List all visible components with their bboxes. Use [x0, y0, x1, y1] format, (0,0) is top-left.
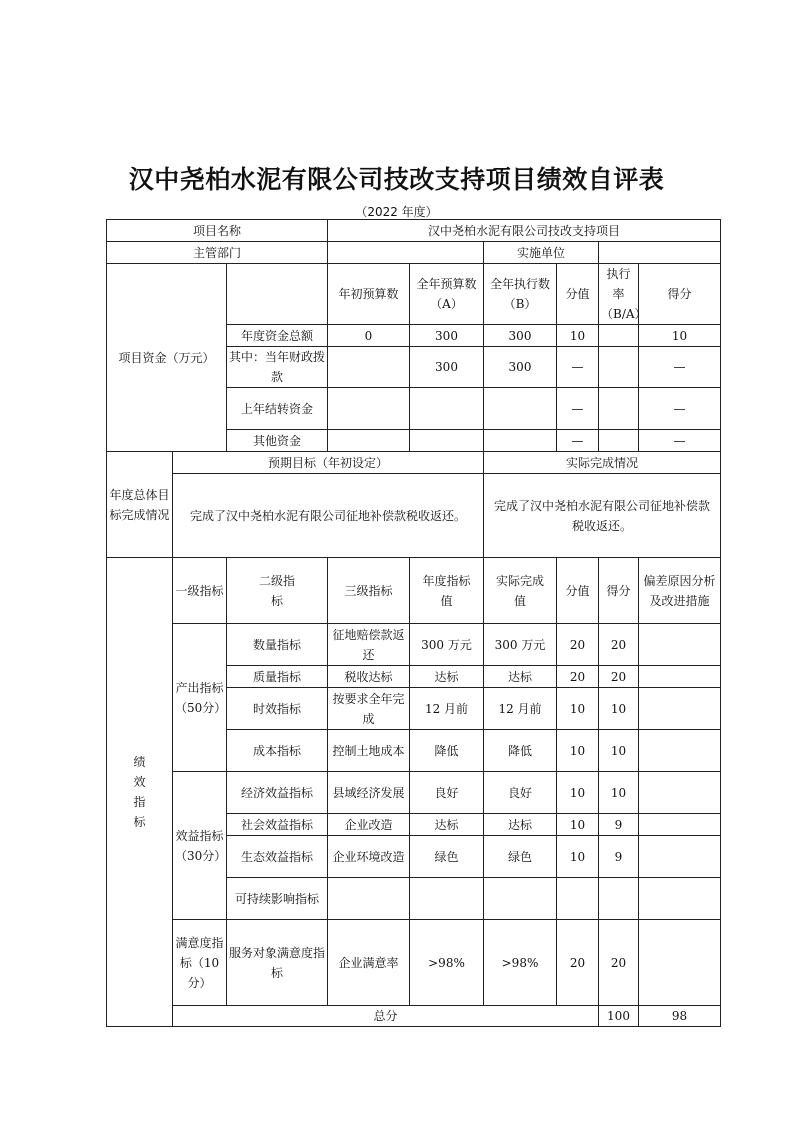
indicator-row [107, 624, 721, 666]
funds-row-budget [410, 430, 484, 452]
funds-row-initial [328, 430, 410, 452]
ind-actual: 达标 [484, 666, 557, 688]
ind-target: 300 万元 [410, 624, 484, 666]
ind-l2: 质量指标 [227, 666, 328, 688]
ind-weight: 10 [557, 730, 599, 772]
dept-value [328, 242, 484, 264]
group-label-output: 产出指标（50分） [173, 624, 227, 772]
funds-row-initial [328, 347, 410, 388]
funds-row-weight: — [557, 430, 599, 452]
ind-reason [639, 624, 721, 666]
ind-score: 10 [599, 688, 639, 730]
ind-score: 20 [599, 666, 639, 688]
funds-row-exec: 300 [484, 325, 557, 347]
ind-reason [639, 772, 721, 814]
goals-label: 年度总体目标完成情况 [107, 452, 173, 558]
funds-header-score: 得分 [639, 264, 721, 325]
ind-header-l2: 二级指标 [227, 558, 328, 624]
dept-row [107, 242, 721, 264]
ind-score: 10 [599, 730, 639, 772]
ind-score: 9 [599, 814, 639, 836]
funds-row-score: 10 [639, 325, 721, 347]
ind-target [410, 878, 484, 920]
ind-l2: 可持续影响指标 [227, 878, 328, 920]
ind-actual: 降低 [484, 730, 557, 772]
ind-target: 绿色 [410, 836, 484, 878]
ind-reason [639, 666, 721, 688]
ind-l3: 企业改造 [328, 814, 410, 836]
ind-l3: 控制土地成本 [328, 730, 410, 772]
funds-row-exec [484, 388, 557, 430]
ind-target: 良好 [410, 772, 484, 814]
ind-weight: 20 [557, 624, 599, 666]
ind-l3 [328, 878, 410, 920]
funds-row-name: 年度资金总额 [227, 325, 328, 347]
impl-label: 实施单位 [484, 242, 599, 264]
funds-row-exec: 300 [484, 347, 557, 388]
funds-row-score: — [639, 347, 721, 388]
project-name-label: 项目名称 [107, 220, 328, 242]
ind-l2: 时效指标 [227, 688, 328, 730]
ind-l2: 服务对象满意度指标 [227, 920, 328, 1006]
dept-label: 主管部门 [107, 242, 328, 264]
ind-l3: 企业环境改造 [328, 836, 410, 878]
ind-weight: 20 [557, 920, 599, 1006]
ind-score: 20 [599, 624, 639, 666]
funds-row-score: — [639, 388, 721, 430]
ind-target: >98% [410, 920, 484, 1006]
goals-header-row [107, 452, 721, 474]
ind-weight: 20 [557, 666, 599, 688]
ind-weight: 10 [557, 814, 599, 836]
funds-row-score: — [639, 430, 721, 452]
ind-header-l3: 三级指标 [328, 558, 410, 624]
page-title: 汉中尧柏水泥有限公司技改支持项目绩效自评表 [128, 165, 665, 194]
indicators-label: 绩效指标 [107, 558, 173, 1027]
ind-reason [639, 814, 721, 836]
ind-actual: 良好 [484, 772, 557, 814]
funds-row-weight: — [557, 388, 599, 430]
ind-actual: 12 月前 [484, 688, 557, 730]
funds-header-rate: 执行率（B/A） [599, 264, 639, 325]
goals-expected-text: 完成了汉中尧柏水泥有限公司征地补偿款税收返还。 [173, 474, 484, 558]
ind-actual: 300 万元 [484, 624, 557, 666]
ind-weight [557, 878, 599, 920]
ind-l2: 成本指标 [227, 730, 328, 772]
ind-l3: 征地赔偿款返还 [328, 624, 410, 666]
funds-row-name: 其他资金 [227, 430, 328, 452]
goals-expected-header: 预期目标（年初设定） [173, 452, 484, 474]
ind-reason [639, 688, 721, 730]
ind-l2: 经济效益指标 [227, 772, 328, 814]
year-label: （2022 年度） [355, 205, 438, 219]
ind-target: 降低 [410, 730, 484, 772]
funds-row-rate [599, 325, 639, 347]
funds-row-rate [599, 347, 639, 388]
ind-weight: 10 [557, 772, 599, 814]
goals-actual-text: 完成了汉中尧柏水泥有限公司征地补偿款税收返还。 [484, 474, 721, 558]
funds-row-budget [410, 388, 484, 430]
goals-content-row [107, 474, 721, 558]
ind-score: 20 [599, 920, 639, 1006]
ind-weight: 10 [557, 688, 599, 730]
ind-actual: 绿色 [484, 836, 557, 878]
ind-score: 10 [599, 772, 639, 814]
funds-header-initial: 年初预算数 [328, 264, 410, 325]
funds-header-exec: 全年执行数（B） [484, 264, 557, 325]
goals-actual-header: 实际完成情况 [484, 452, 721, 474]
funds-row-initial: 0 [328, 325, 410, 347]
funds-row-exec [484, 430, 557, 452]
ind-target: 达标 [410, 666, 484, 688]
ind-header-target: 年度指标值 [410, 558, 484, 624]
funds-row-budget: 300 [410, 347, 484, 388]
ind-l3: 按要求全年完成 [328, 688, 410, 730]
funds-row-rate [599, 430, 639, 452]
total-weight: 100 [599, 1006, 639, 1027]
funds-header-blank [227, 264, 328, 325]
ind-reason [639, 730, 721, 772]
funds-row-weight: — [557, 347, 599, 388]
funds-header-weight: 分值 [557, 264, 599, 325]
ind-header-l1: 一级指标 [173, 558, 227, 624]
funds-row-name: 上年结转资金 [227, 388, 328, 430]
ind-reason [639, 920, 721, 1006]
ind-actual: 达标 [484, 814, 557, 836]
group-label-satisfaction: 满意度指标（10分） [173, 920, 227, 1006]
ind-header-score: 得分 [599, 558, 639, 624]
ind-l3: 税收达标 [328, 666, 410, 688]
ind-header-weight: 分值 [557, 558, 599, 624]
funds-header-row [107, 264, 721, 325]
evaluation-table [106, 219, 721, 1027]
ind-l3: 企业满意率 [328, 920, 410, 1006]
funds-row-budget: 300 [410, 325, 484, 347]
total-label: 总分 [173, 1006, 599, 1027]
ind-l2: 数量指标 [227, 624, 328, 666]
ind-weight: 10 [557, 836, 599, 878]
ind-header-actual: 实际完成值 [484, 558, 557, 624]
funds-header-budget: 全年预算数（A） [410, 264, 484, 325]
project-name-row [107, 220, 721, 242]
ind-l2: 社会效益指标 [227, 814, 328, 836]
project-name-value: 汉中尧柏水泥有限公司技改支持项目 [328, 220, 721, 242]
ind-reason [639, 878, 721, 920]
ind-target: 12 月前 [410, 688, 484, 730]
ind-l2: 生态效益指标 [227, 836, 328, 878]
indicators-header-row [107, 558, 721, 624]
indicator-row [107, 772, 721, 814]
ind-actual: >98% [484, 920, 557, 1006]
ind-actual [484, 878, 557, 920]
ind-l3: 县域经济发展 [328, 772, 410, 814]
ind-header-reason: 偏差原因分析及改进措施 [639, 558, 721, 624]
funds-row-initial [328, 388, 410, 430]
ind-score [599, 878, 639, 920]
ind-target: 达标 [410, 814, 484, 836]
impl-value [599, 242, 721, 264]
indicator-row [107, 920, 721, 1006]
ind-reason [639, 836, 721, 878]
total-score: 98 [639, 1006, 721, 1027]
funds-row-name: 其中：当年财政拨款 [227, 347, 328, 388]
funds-label: 项目资金（万元） [107, 264, 227, 452]
group-label-benefit: 效益指标（30分） [173, 772, 227, 920]
funds-row-weight: 10 [557, 325, 599, 347]
funds-row-rate [599, 388, 639, 430]
total-row [107, 1006, 721, 1027]
ind-score: 9 [599, 836, 639, 878]
